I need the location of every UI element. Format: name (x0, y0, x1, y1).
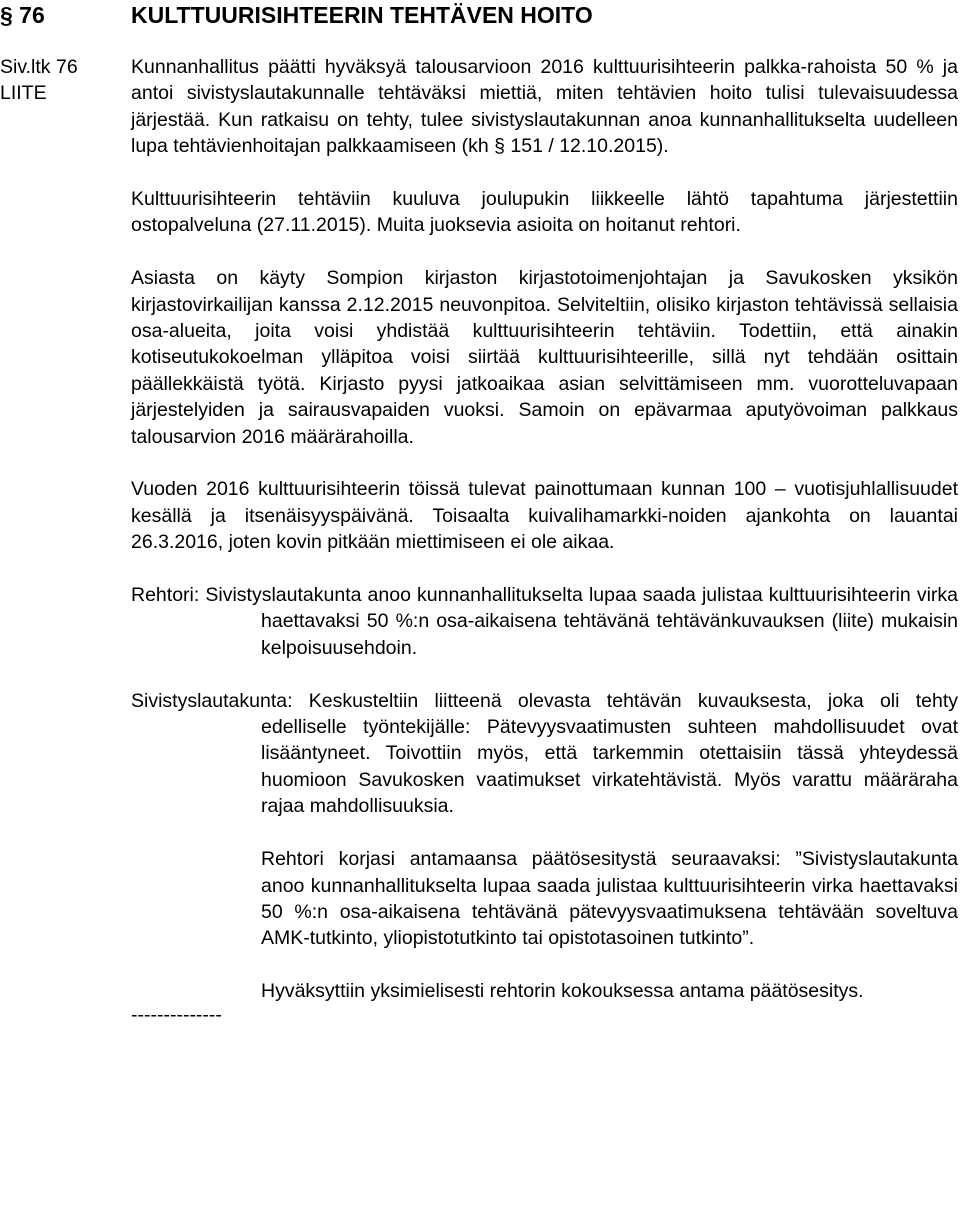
committee-reference: Siv.ltk 76 (0, 56, 78, 78)
board-discussion (131, 688, 958, 820)
principal-text: Sivistyslautakunta anoo kunnanhallitukselta lupaa saada julistaa kulttuurisihteerin virka haettavaksi 50 %:n osa-aikaisena tehtävänä tehtävänkuvauksen (liite) mukaisin kelpoisuusehdoin. (205, 584, 958, 659)
side-margin (0, 54, 78, 107)
approval-statement: Hyväksyttiin yksimielisesti rehtorin kokouksessa antama päätösesitys. (261, 980, 864, 1003)
principal-label: Rehtori: (131, 584, 200, 607)
paragraph-2016: Vuoden 2016 kulttuurisihteerin töissä tulevat painottumaan kunnan 100 – vuotisjuhlallisuudet kesällä ja itsenäisyyspäivänä. Toisaalta kuivalihamarkki-noiden ajankohta on lauantai 26.3.2016, joten kovin pitkään miettimiseen ei ole aikaa. (131, 478, 958, 554)
corrected-proposal: Rehtori korjasi antamaansa päätösesitystä seuraavaksi: ”Sivistyslautakunta anoo kunnanhallitukselta lupaa saada julistaa kulttuurisihteerin virka haettavaksi 50 %:n osa-aikaisena tehtävänä pätevyysvaatimuksena tehtävään soveltuva AMK-tutkinto, yliopistotutkinto tai opistotasoinen tutkinto”. (261, 848, 958, 950)
document-body (131, 54, 958, 1027)
section-heading (0, 0, 960, 36)
paragraph-santa-event: Kulttuurisihteerin tehtäviin kuuluva joulupukin liikkeelle lähtö tapahtuma järjestettiin ostopalveluna (27.11.2015). Muita juoksevia asioita on hoitanut rehtori. (131, 188, 958, 237)
paragraph-library: Asiasta on käyty Sompion kirjaston kirjastotoimenjohtajan ja Savukosken yksikön kirjastovirkailijan kanssa 2.12.2015 neuvonpitoa. Selviteltiin, olisiko kirjaston tehtävissä sellaisia osa-alueita, joita voisi yhdistää kulttuurisihteerin tehtäviin. Todettiin, että ainakin kotiseutukokoelman ylläpitoa voisi siirtää kulttuurisihteerille, sillä nyt tehdään osittain päällekkäistä työtä. Kirjasto pyysi jatkoaikaa asian selvittämiseen mm. vuorotteluvapaan järjestelyiden ja sairausvapaiden vuoksi. Samoin on epävarmaa aputyövoiman palkkaus talousarvion 2016 määrärahoilla. (131, 267, 958, 448)
end-separator: -------------- (131, 1003, 222, 1026)
board-text: Keskusteltiin liitteenä olevasta tehtävän kuvauksesta, joka oli tehty edelliselle työntekijälle: Pätevyysvaatimusten suhteen mahdollisuudet ovat lisääntyneet. Toivottiin myös, että tarkemmin otettaisiin tässä yhteydessä huomioon Savukosken vaatimukset virkatehtävistä. Myös varattu määräraha rajaa mahdollisuuksia. (261, 689, 958, 818)
board-label: Sivistyslautakunta: (131, 689, 293, 712)
section-title: KULTTUURISIHTEERIN TEHTÄVEN HOITO (131, 2, 593, 28)
section-number: § 76 (0, 2, 45, 28)
paragraph-budget: Kunnanhallitus päätti hyväksyä talousarvioon 2016 kulttuurisihteerin palkka-rahoista 50 % ja antoi sivistyslautakunnalle tehtäväksi miettiä, miten tehtävien hoito tulisi tulevaisuudessa järjestää. Kun ratkaisu on tehty, tulee sivistyslautakunnan anoa kunnanhallitukselta uudelleen lupa tehtävienhoitajan palkkaamiseen (kh § 151 / 12.10.2015). (131, 56, 958, 158)
attachment-label: LIITE (0, 82, 47, 105)
principal-proposal (131, 582, 958, 661)
